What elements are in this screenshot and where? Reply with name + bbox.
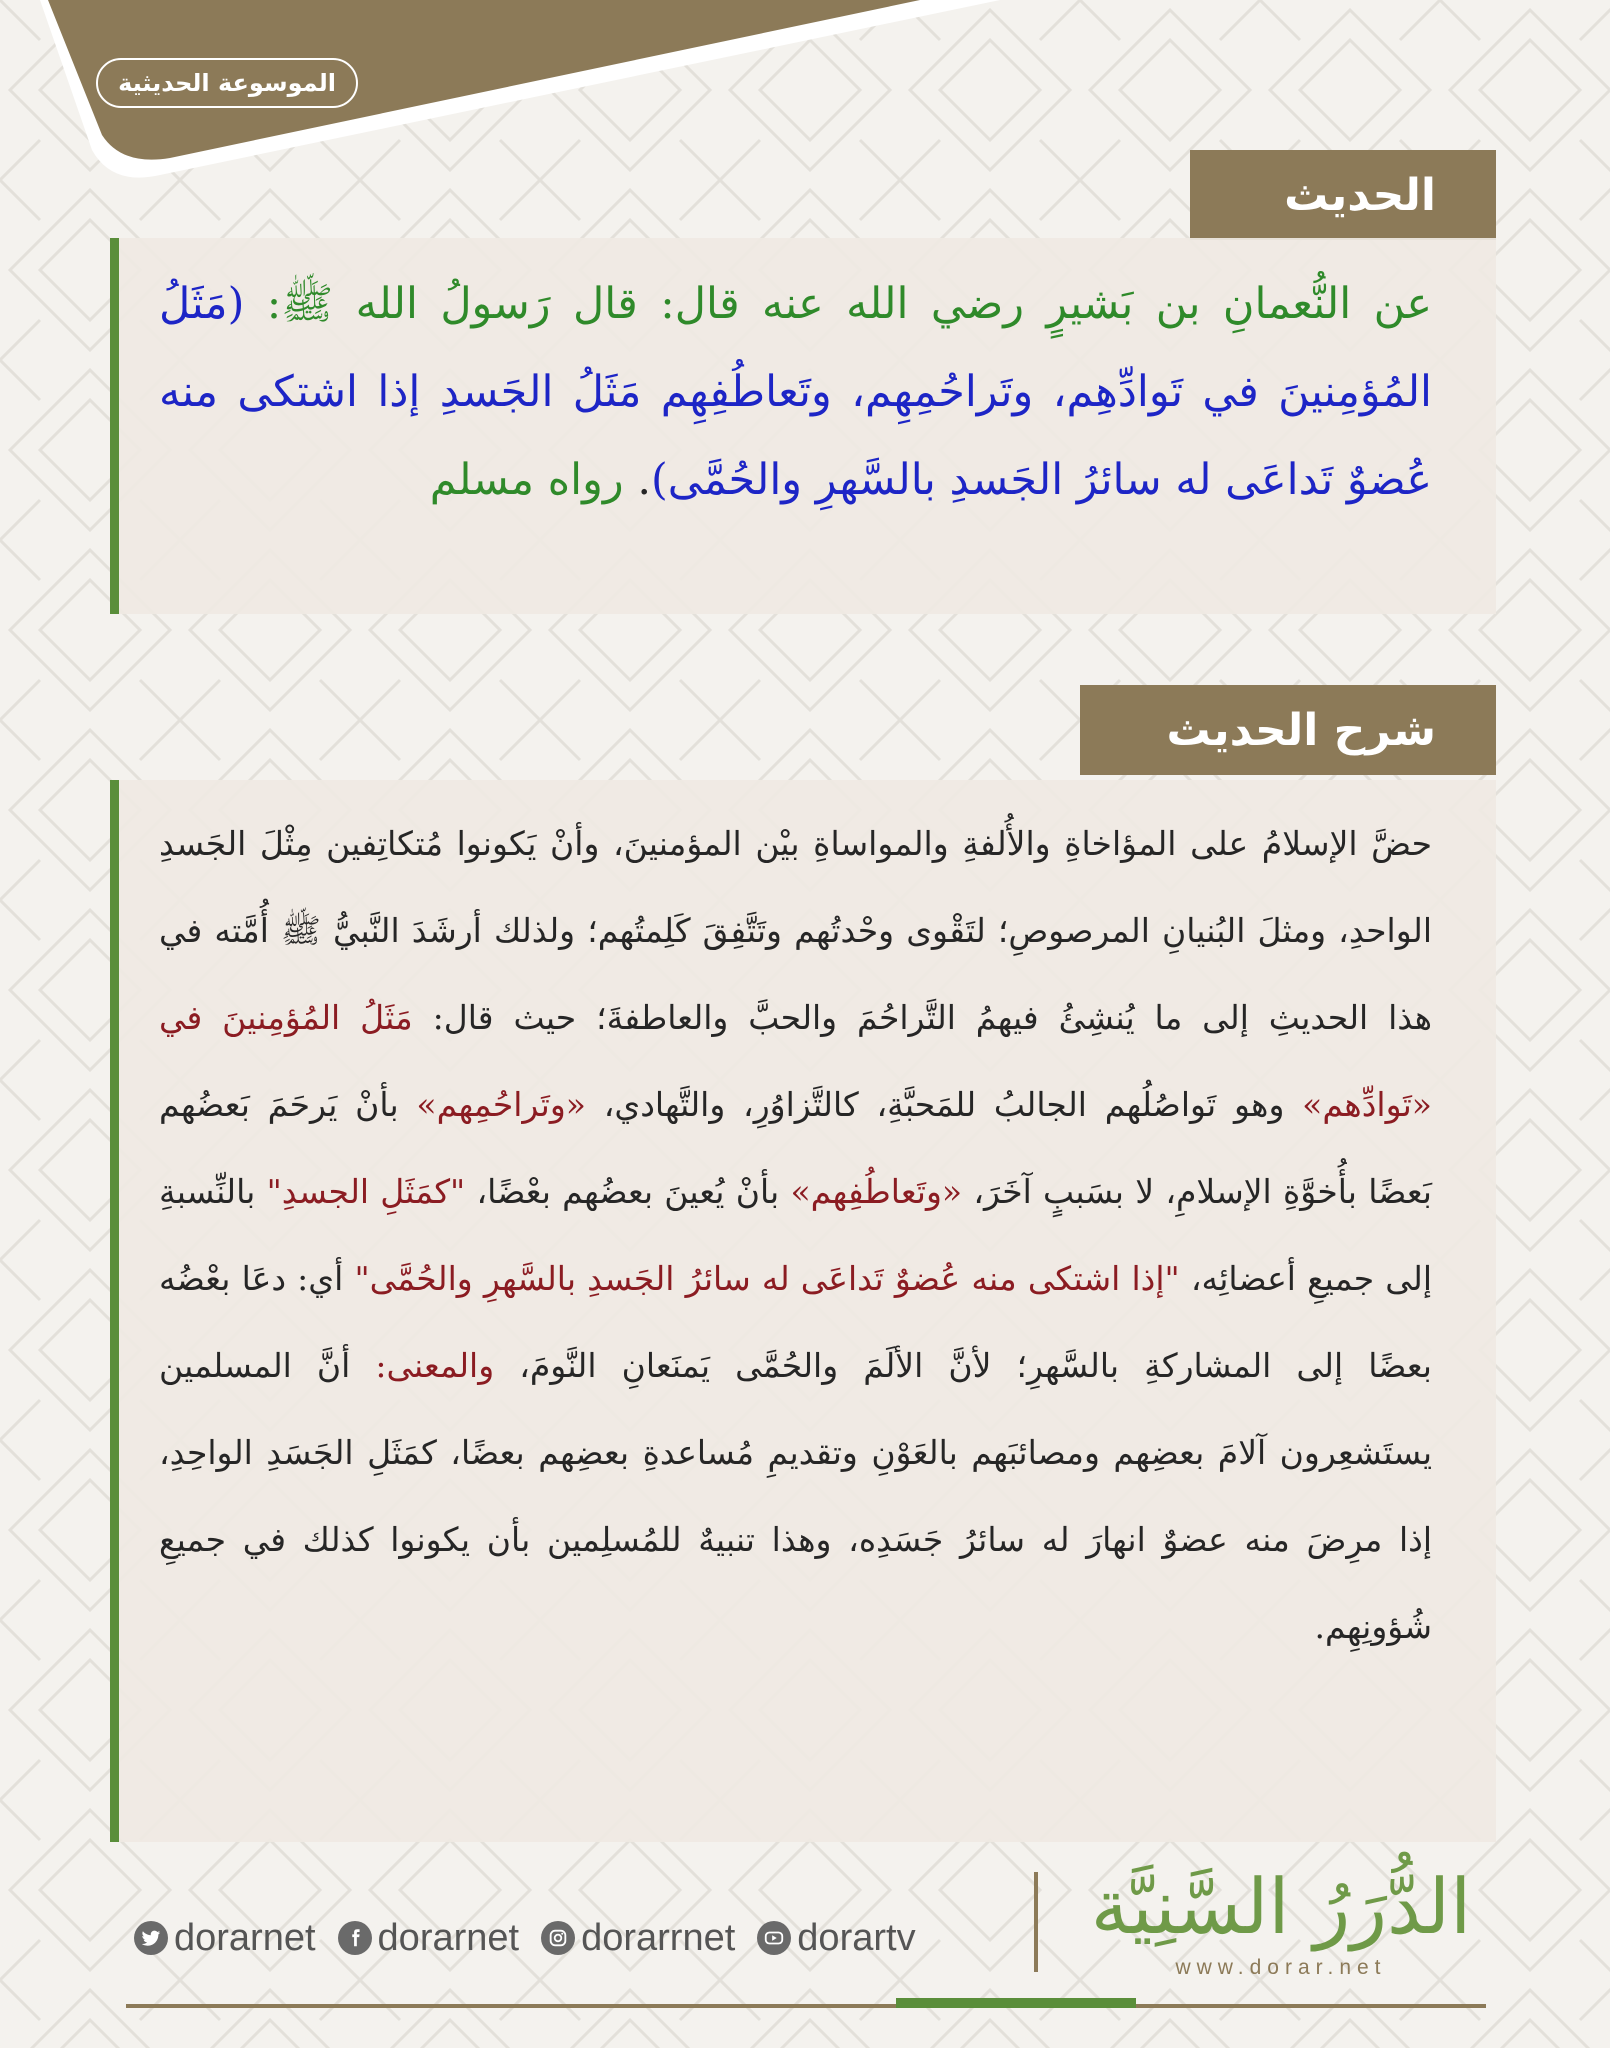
hadith-section-title: الحديث xyxy=(1190,150,1496,240)
social-handle: dorarrnet xyxy=(581,1916,736,1959)
explanation-text xyxy=(159,800,1432,1670)
explanation-part: أي: دعَا بعْضُه بعضًا إلى المشاركةِ بالسَّهرِ؛ لأنَّ الألَمَ والحُمَّى يَمنَعانِ النَّومَ، xyxy=(159,1259,1432,1385)
social-link-youtube[interactable] xyxy=(757,1917,915,1960)
twitter-icon xyxy=(134,1921,168,1955)
social-link-facebook[interactable] xyxy=(338,1917,520,1960)
explanation-quote: "إذا اشتكى منه عُضوٌ تَداعَى له سائرُ الجَسدِ بالسَّهرِ والحُمَّى" xyxy=(354,1259,1180,1298)
footer-divider xyxy=(1034,1872,1038,1972)
social-handle: dorarnet xyxy=(174,1916,316,1959)
explanation-quote: "كمَثَلِ الجسدِ" xyxy=(266,1172,466,1211)
hadith-panel xyxy=(110,238,1496,614)
hadith-period: . xyxy=(623,455,651,505)
dorar-logo xyxy=(1076,1860,1486,1992)
explanation-part: بالنِّسبةِ إلى جميعِ أعضائِه، xyxy=(159,1172,1432,1298)
social-handle: dorartv xyxy=(797,1916,916,1959)
category-badge: الموسوعة الحديثية xyxy=(96,58,358,108)
social-link-instagram[interactable] xyxy=(541,1917,735,1960)
bottom-line xyxy=(126,2004,1486,2008)
hadith-intro: عن النُّعمانِ بن بَشيرٍ رضي الله عنه قال: قال رَسولُ الله ﷺ: xyxy=(244,279,1432,329)
hadith-source: رواه مسلم xyxy=(429,455,624,505)
social-link-twitter[interactable] xyxy=(134,1917,316,1960)
explanation-quote: «وتَعاطُفِهم» xyxy=(790,1172,963,1211)
explanation-part: بأنْ يُعينَ بعضُهم بعْضًا، xyxy=(465,1172,791,1211)
social-links xyxy=(134,1898,994,1978)
facebook-icon xyxy=(338,1921,372,1955)
explanation-part: وهو تَواصُلُهم الجالبُ للمَحبَّةِ، كالتَّزاوُرِ، والتَّهادي، xyxy=(585,1085,1303,1124)
social-handle: dorarnet xyxy=(377,1916,520,1959)
logo-text: الدُّرَرُ السَّنِيَّة xyxy=(1090,1862,1472,1951)
explanation-quote: مَثَلُ المُؤمِنينَ في «تَوادِّهم» xyxy=(159,998,1432,1124)
explanation-part: بأنْ يَرحَمَ بَعضُهم بَعضًا بأُخوَّةِ الإسلامِ، لا بسَببٍ آخَرَ، xyxy=(159,1085,1432,1211)
explanation-quote: «وتَراحُمِهم» xyxy=(416,1085,586,1124)
explanation-meaning-label: والمعنى: xyxy=(375,1346,495,1385)
explanation-part: أنَّ المسلمين يستَشعِرون آلامَ بعضِهم ومصائبَهم بالعَوْنِ وتقديمِ مُساعدةِ بعضِهم بعضًا، كمَثَلِ الجَسَدِ الواحِدِ، إذا مرِضَ منه عضوٌ انهارَ له سائرُ جَسَدِه، وهذا تنبيهٌ للمُسلِمين بأن يكونوا كذلك في جميعِ شُؤونِهِم. xyxy=(159,1346,1432,1646)
hadith-text xyxy=(159,260,1432,524)
bottom-accent xyxy=(896,1998,1136,2008)
hadith-body: (مَثَلُ المُؤمِنينَ في تَوادِّهِم، وتَراحُمِهِم، وتَعاطُفِهِم مَثَلُ الجَسدِ إذا اشتكى منه عُضوٌ تَداعَى له سائرُ الجَسدِ بالسَّهرِ والحُمَّى) xyxy=(159,279,1432,505)
explanation-section-title: شرح الحديث xyxy=(1080,685,1496,775)
youtube-icon xyxy=(757,1921,791,1955)
website-url[interactable]: www.dorar.net xyxy=(1175,1956,1387,1979)
instagram-icon xyxy=(541,1921,575,1955)
explanation-panel xyxy=(110,780,1496,1842)
explanation-part: حضَّ الإسلامُ على المؤاخاةِ والأُلفةِ والمواساةِ بيْن المؤمنينَ، وأنْ يَكونوا مُتكاتِفين مِثْلَ الجَسدِ الواحدِ، ومثلَ البُنيانِ المرصوصِ؛ لتَقْوى وحْدتُهم وتَتَّفِقَ كَلِمتُهم؛ ولذلك أرشَدَ النَّبيُّ ﷺ أُمَّته في هذا الحديثِ إلى ما يُنشِئُ فيهمُ التَّراحُمَ والحبَّ والعاطفةَ؛ حيث قال: xyxy=(159,824,1432,1037)
